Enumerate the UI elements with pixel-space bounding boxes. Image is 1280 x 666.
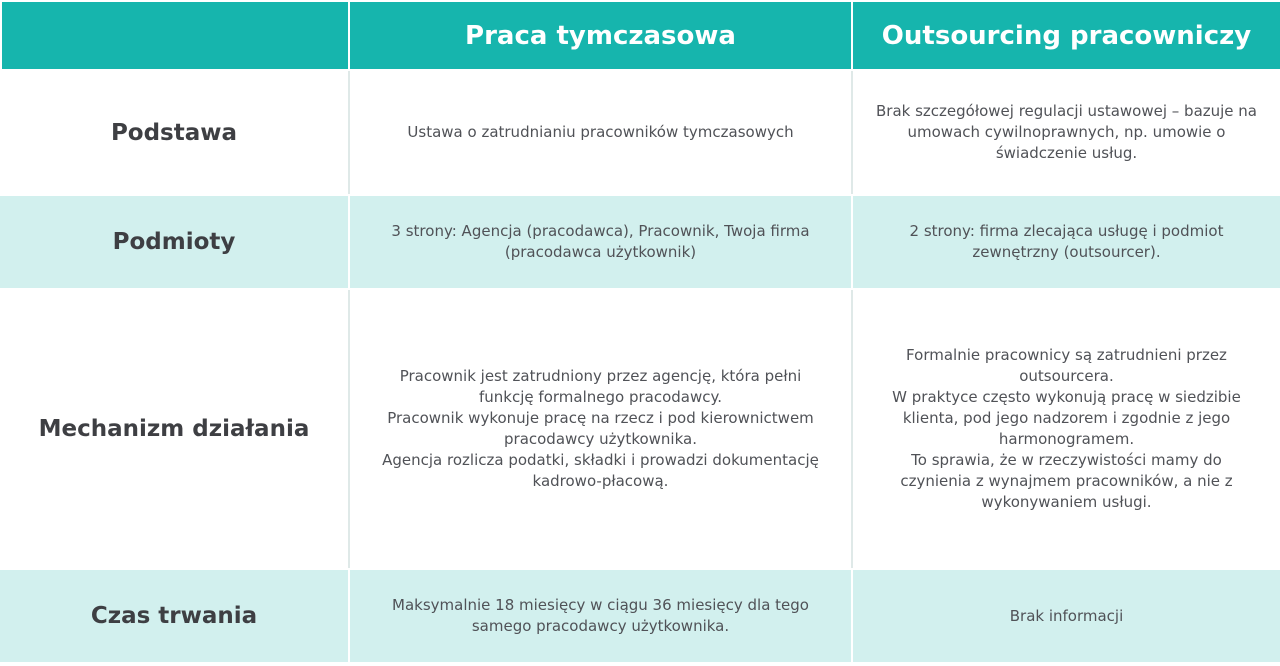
temporary-work-cell	[348, 290, 851, 568]
table-row-duration	[0, 570, 1280, 662]
table-header-row	[0, 2, 1280, 69]
outsourcing-cell	[851, 290, 1280, 568]
temporary-work-text: Maksymalnie 18 miesięcy w ciągu 36 miesięcy dla tego samego pracodawcy użytkownika.	[392, 596, 809, 635]
outsourcing-text: 2 strony: firma zlecająca usługę i podmiot zewnętrzny (outsourcer).	[909, 222, 1224, 261]
header-cell-temporary-work	[348, 2, 851, 69]
temporary-work-cell	[348, 196, 851, 288]
outsourcing-text: Brak informacji	[1009, 606, 1124, 625]
temporary-work-cell	[348, 570, 851, 662]
row-label-cell	[0, 570, 348, 662]
table-row-parties	[0, 196, 1280, 288]
outsourcing-cell	[851, 570, 1280, 662]
header-outsourcing-label: Outsourcing pracowniczy	[881, 20, 1252, 51]
outsourcing-text: Formalnie pracownicy są zatrudnieni przez outsourcera. W praktyce często wykonują pracę w siedzibie klienta, pod jego nadzorem i zgodnie z jego harmonogramem. To sprawia, że w rzeczywistości mamy do czynienia z wynajmem pracowników, a nie z wykonywaniem usługi.	[892, 346, 1241, 511]
row-label-cell	[0, 196, 348, 288]
table-row-mechanism	[0, 290, 1280, 568]
outsourcing-cell	[851, 196, 1280, 288]
temporary-work-text: Pracownik jest zatrudniony przez agencję, która pełni funkcję formalnego pracodawcy. Pracownik wykonuje pracę na rzecz i pod kierownictwem pracodawcy użytkownika. Agencja rozlicza podatki, składki i prowadzi dokumentację kadrowo-płacową.	[382, 367, 819, 490]
table-row-basis	[0, 71, 1280, 194]
outsourcing-text: Brak szczegółowej regulacji ustawowej – bazuje na umowach cywilnoprawnych, np. umowie o świadczenie usług.	[875, 102, 1257, 162]
temporary-work-cell	[348, 71, 851, 194]
row-label-cell	[0, 71, 348, 194]
row-label: Mechanizm działania	[38, 416, 310, 442]
row-label: Podstawa	[110, 119, 238, 146]
header-cell-outsourcing	[851, 2, 1280, 69]
row-label: Czas trwania	[90, 603, 258, 629]
temporary-work-text: Ustawa o zatrudnianiu pracowników tymczasowych	[407, 123, 794, 141]
header-temporary-work-label: Praca tymczasowa	[465, 20, 736, 51]
header-cell-empty	[0, 2, 348, 69]
row-label: Podmioty	[112, 229, 236, 255]
outsourcing-cell	[851, 71, 1280, 194]
row-label-cell	[0, 290, 348, 568]
temporary-work-text: 3 strony: Agencja (pracodawca), Pracownik, Twoja firma (pracodawca użytkownik)	[391, 222, 810, 261]
